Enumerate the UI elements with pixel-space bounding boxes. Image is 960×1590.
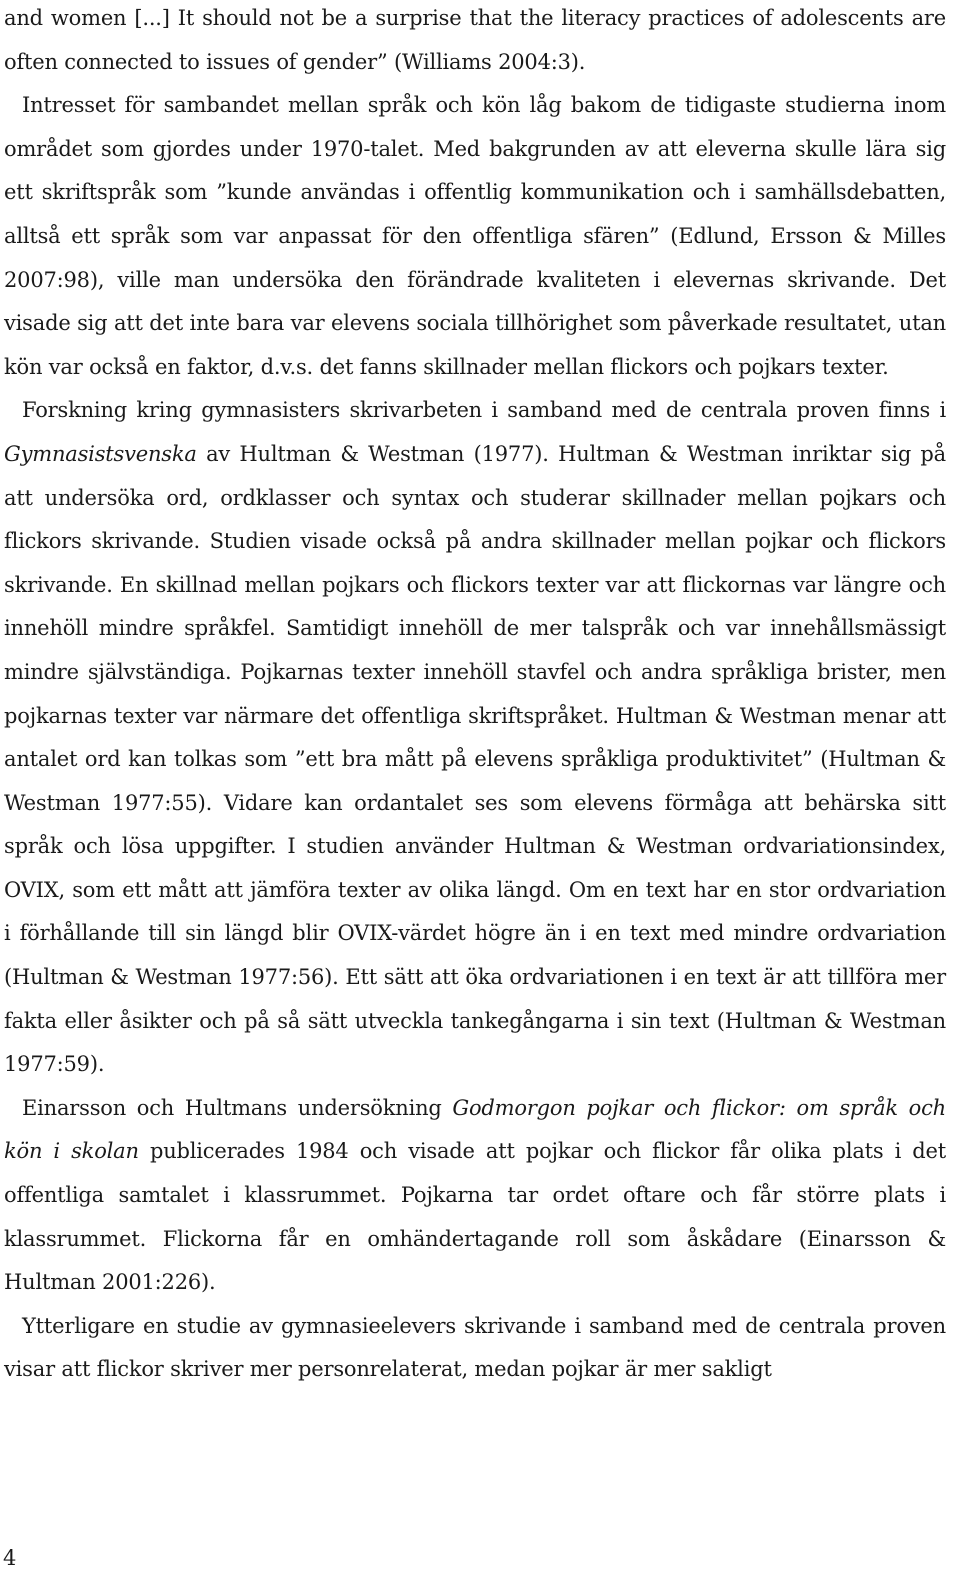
book-title: Gymnasistsvenska [4,441,197,466]
paragraph-gymnasistsvenska [4,389,946,1087]
document-page [4,0,946,1392]
page-number: 4 [3,1546,17,1570]
text-span: and women [...] It should not be a surprise that the literacy practices of adolescents are often connected to issues of gender” (Williams 2004:3). [4,6,946,74]
paragraph-further-study [4,1305,946,1392]
text-span: Einarsson och Hultmans undersökning [22,1095,453,1120]
paragraph-einarsson-hultman [4,1087,946,1305]
paragraph-language-gender-research [4,84,946,389]
text-span: Ytterligare en studie av gymnasieelevers skrivande i samband med de centrala proven visar att flickor skriver mer personrelaterat, medan pojkar är mer sakligt [4,1313,946,1382]
text-span: Intresset för sambandet mellan språk och kön låg bakom de tidigaste studierna inom området som gjordes under 1970-talet. Med bakgrunden av att eleverna skulle lära sig ett skriftspråk som ”kunde användas i offentlig kommunikation och i samhällsdebatten, alltså ett språk som var anpassat för den offentliga sfären” (Edlund, Ersson & Milles 2007:98), ville man undersöka den förändrade kvaliteten i elevernas skrivande. Det visade sig att det inte bara var elevens sociala tillhörighet som påverkade resultatet, utan kön var också en faktor, d.v.s. det fanns skillnader mellan flickors och pojkars texter. [4,93,946,379]
text-span: av Hultman & Westman (1977). Hultman & Westman inriktar sig på att undersöka ord, ordklasser och syntax och studerar skillnader mellan pojkars och flickors skrivande. Studien visade också på andra skillnader mellan pojkar och flickors skrivande. En skillnad mellan pojkars och flickors texter var att flickornas var längre och innehöll mindre språkfel. Samtidigt innehöll de mer talspråk och var innehållsmässigt mindre självständiga. Pojkarnas texter innehöll stavfel och andra språkliga brister, men pojkarnas texter var närmare det offentliga skriftspråket. Hultman & Westman menar att antalet ord kan tolkas som ”ett bra mått på elevens språkliga produktivitet” (Hultman & Westman 1977:55). Vidare kan ordantalet ses som elevens förmåga att behärska sitt språk och lösa uppgifter. I studien använder Hultman & Westman ordvariationsindex, OVIX, som ett mått att jämföra texter av olika längd. Om en text har en stor ordvariation i förhållande till sin längd blir OVIX-värdet högre än i en text med mindre ordvariation (Hultman & Westman 1977:56). Ett sätt att öka ordvariationen i en text är att tillföra mer fakta eller åsikter och på så sätt utveckla tankegångarna i sin text (Hultman & Westman 1977:59). [4,441,946,1077]
paragraph-quote-continuation [4,0,946,84]
book-title: Godmorgon pojkar och flickor: om språk och kön i skolan [4,1095,946,1164]
text-span: publicerades 1984 och visade att pojkar och flickor får olika plats i det offentliga samtalet i klassrummet. Pojkarna tar ordet oftare och får större plats i klassrummet. Flickorna får en omhändertagande roll som åskådare (Einarsson & Hultman 2001:226). [4,1139,946,1295]
text-span: Forskning kring gymnasisters skrivarbeten i samband med de centrala proven finns i [22,398,946,423]
